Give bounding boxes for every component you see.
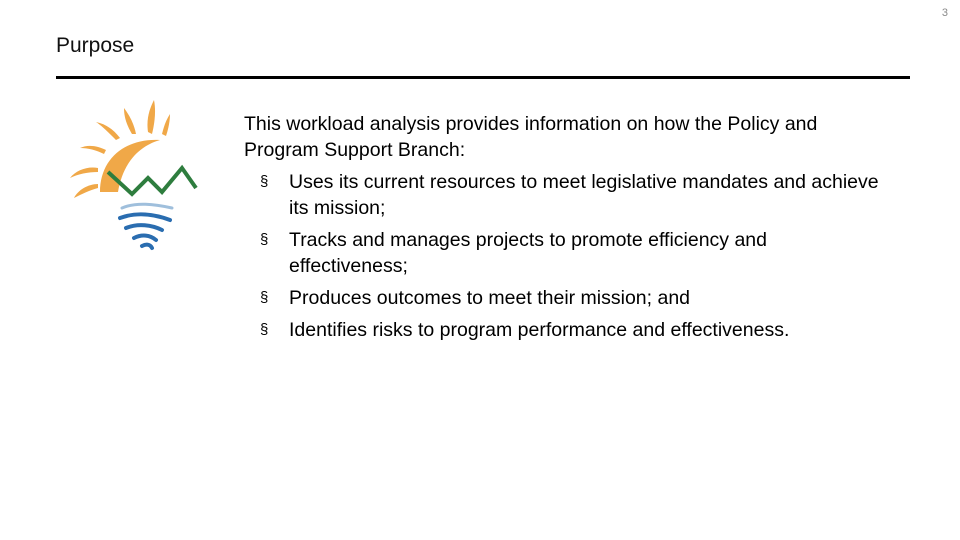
page-title: Purpose: [56, 34, 135, 57]
bullet-icon: §: [260, 321, 269, 338]
bullet-icon: §: [260, 173, 269, 190]
purpose-bullet-list: [244, 169, 884, 343]
list-item-text: Uses its current resources to meet legislative mandates and achieve its mission;: [289, 171, 879, 219]
page-number: 3: [941, 7, 948, 19]
purpose-content: [244, 111, 884, 349]
list-item: [260, 227, 884, 279]
bullet-icon: §: [260, 289, 269, 306]
water-waves-icon: [120, 204, 172, 248]
list-item: [260, 317, 884, 343]
bullet-icon: §: [260, 231, 269, 248]
sun-mountain-water-logo-icon: [62, 96, 202, 256]
intro-text: This workload analysis provides information on how the Policy and Program Support Branch:: [244, 113, 818, 161]
list-item: [260, 285, 884, 311]
list-item-text: Produces outcomes to meet their mission; and: [289, 287, 691, 309]
sun-arc-icon: [100, 140, 160, 192]
list-item-text: Tracks and manages projects to promote efficiency and effectiveness;: [289, 229, 767, 277]
list-item-text: Identifies risks to program performance and effectiveness.: [289, 319, 790, 341]
title-divider: [56, 76, 910, 79]
list-item: [260, 169, 884, 221]
